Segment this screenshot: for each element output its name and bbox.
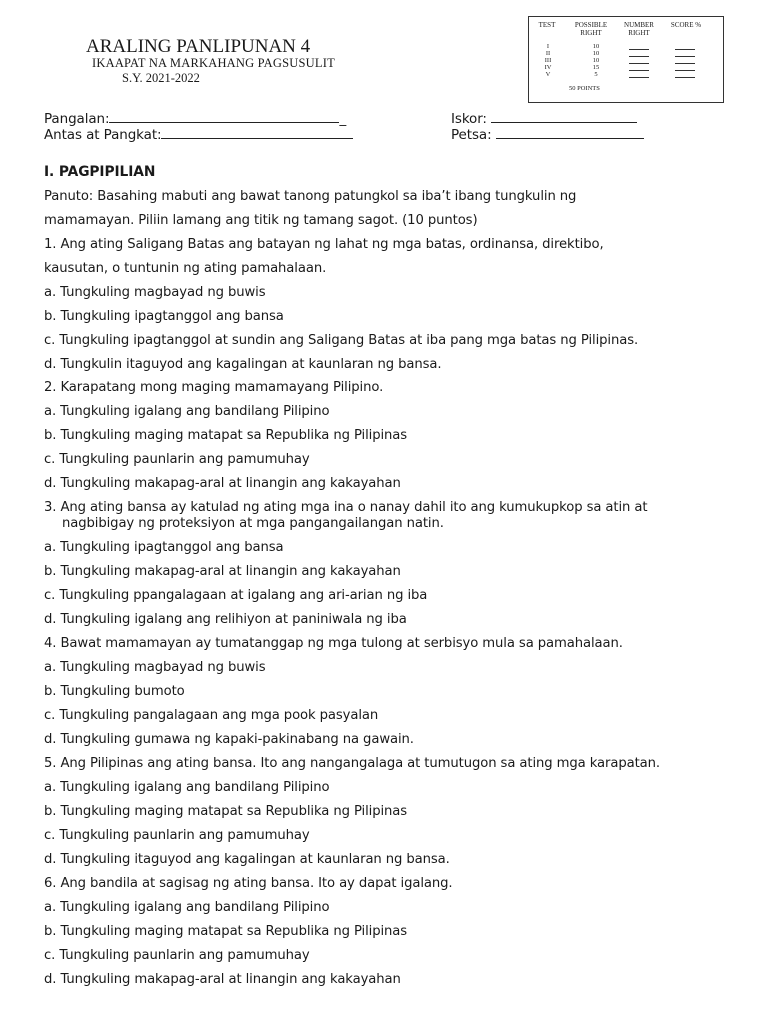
question-6-text: 6. Ang bandila at sagisag ng ating bansa. Ito ay dapat igalang. [44, 876, 453, 891]
score-label: Iskor: [451, 111, 487, 127]
school-year: S.Y. 2021-2022 [122, 71, 200, 85]
number-right-blank [629, 70, 649, 71]
question-4-choice-c: c. Tungkuling pangalagaan ang mga pook pasyalan [44, 708, 379, 723]
question-2-choice-b: b. Tungkuling maging matapat sa Republika ng Pilipinas [44, 428, 408, 443]
question-3-text: nagbibigay ng proteksiyon at mga pangangailangan natin. [62, 516, 444, 531]
question-5-choice-d: d. Tungkuling itaguyod ang kagalingan at kaunlaran ng bansa. [44, 852, 450, 867]
row-test-label: V [545, 71, 551, 78]
row-test-label: III [544, 57, 552, 64]
name-row [44, 110, 346, 127]
document-subtitle: IKAAPAT NA MARKAHANG PAGSUSULIT [92, 56, 335, 70]
row-test-label: II [545, 50, 551, 57]
row-possible-value: 5 [594, 71, 598, 78]
score-blank [675, 63, 695, 64]
total-points: 50 POINTS [569, 85, 600, 92]
question-1-choice-c: c. Tungkuling ipagtanggol at sundin ang Saligang Batas at iba pang mga batas ng Pilipinas. [44, 333, 639, 348]
rank-field[interactable] [161, 126, 353, 139]
question-4-choice-d: d. Tungkuling gumawa ng kapaki-pakinabang na gawain. [44, 732, 414, 747]
question-5-choice-b: b. Tungkuling maging matapat sa Republika ng Pilipinas [44, 804, 408, 819]
row-test-label: IV [544, 64, 552, 71]
question-4-text: 4. Bawat mamamayan ay tumatanggap ng mga tulong at serbisyo mula sa pamahalaan. [44, 636, 623, 651]
question-3-choice-a: a. Tungkuling ipagtanggol ang bansa [44, 540, 284, 555]
number-right-blank [629, 63, 649, 64]
score-blank [675, 56, 695, 57]
question-1-text: 1. Ang ating Saligang Batas ang batayan ng lahat ng mga batas, ordinansa, direktibo, [44, 237, 604, 252]
row-possible-value: 10 [592, 43, 600, 50]
rank-label: Antas at Pangkat: [44, 127, 162, 143]
question-1-choice-b: b. Tungkuling ipagtanggol ang bansa [44, 309, 284, 324]
question-1-text: kausutan, o tuntunin ng ating pamahalaan. [44, 261, 327, 276]
question-6-choice-b: b. Tungkuling maging matapat sa Republika ng Pilipinas [44, 924, 408, 939]
question-5-choice-a: a. Tungkuling igalang ang bandilang Pilipino [44, 780, 330, 795]
question-6-choice-c: c. Tungkuling paunlarin ang pamumuhay [44, 948, 310, 963]
row-test-label: I [546, 43, 550, 50]
document-title: ARALING PANLIPUNAN 4 [86, 36, 311, 57]
rank-row [44, 126, 353, 143]
question-3-text: 3. Ang ating bansa ay katulad ng ating mga ina o nanay dahil ito ang kumukupkop sa atin at [44, 500, 648, 515]
col-score-header: SCORE % [670, 21, 702, 29]
question-2-text: 2. Karapatang mong maging mamamayang Pilipino. [44, 380, 384, 395]
date-label: Petsa: [451, 127, 492, 143]
question-6-choice-a: a. Tungkuling igalang ang bandilang Pilipino [44, 900, 330, 915]
instructions-line: mamamayan. Piliin lamang ang titik ng tamang sagot. (10 puntos) [44, 213, 478, 228]
question-5-choice-c: c. Tungkuling paunlarin ang pamumuhay [44, 828, 310, 843]
question-2-choice-c: c. Tungkuling paunlarin ang pamumuhay [44, 452, 310, 467]
score-field[interactable] [491, 110, 637, 123]
name-label: Pangalan: [44, 111, 110, 127]
question-2-choice-a: a. Tungkuling igalang ang bandilang Pilipino [44, 404, 330, 419]
date-row [451, 126, 644, 143]
score-row [451, 110, 637, 127]
score-table [528, 16, 724, 103]
question-1-choice-d: d. Tungkulin itaguyod ang kagalingan at kaunlaran ng bansa. [44, 357, 442, 372]
question-2-choice-d: d. Tungkuling makapag-aral at linangin ang kakayahan [44, 476, 401, 491]
col-possible-header: POSSIBLE RIGHT [574, 21, 608, 37]
number-right-blank [629, 77, 649, 78]
question-5-text: 5. Ang Pilipinas ang ating bansa. Ito ang nangangalaga at tumutugon sa ating mga karapatan. [44, 756, 660, 771]
question-1-choice-a: a. Tungkuling magbayad ng buwis [44, 285, 266, 300]
question-6-choice-d: d. Tungkuling makapag-aral at linangin ang kakayahan [44, 972, 401, 987]
row-possible-value: 10 [592, 50, 600, 57]
score-blank [675, 70, 695, 71]
question-3-choice-d: d. Tungkuling igalang ang relihiyon at paniniwala ng iba [44, 612, 407, 627]
col-number-header: NUMBER RIGHT [624, 21, 654, 37]
question-3-choice-b: b. Tungkuling makapag-aral at linangin ang kakayahan [44, 564, 401, 579]
section-title: I. PAGPIPILIAN [44, 164, 156, 180]
col-test-header: TEST [538, 21, 556, 29]
score-blank [675, 49, 695, 50]
name-field-end: _ [339, 111, 347, 127]
question-4-choice-b: b. Tungkuling bumoto [44, 684, 185, 699]
row-possible-value: 15 [592, 64, 600, 71]
date-field[interactable] [496, 126, 644, 139]
question-4-choice-a: a. Tungkuling magbayad ng buwis [44, 660, 266, 675]
question-3-choice-c: c. Tungkuling ppangalagaan at igalang ang ari-arian ng iba [44, 588, 428, 603]
row-possible-value: 10 [592, 57, 600, 64]
instructions-line: Panuto: Basahing mabuti ang bawat tanong patungkol sa iba’t ibang tungkulin ng [44, 189, 577, 204]
score-blank [675, 77, 695, 78]
name-field[interactable] [109, 110, 339, 123]
number-right-blank [629, 49, 649, 50]
number-right-blank [629, 56, 649, 57]
